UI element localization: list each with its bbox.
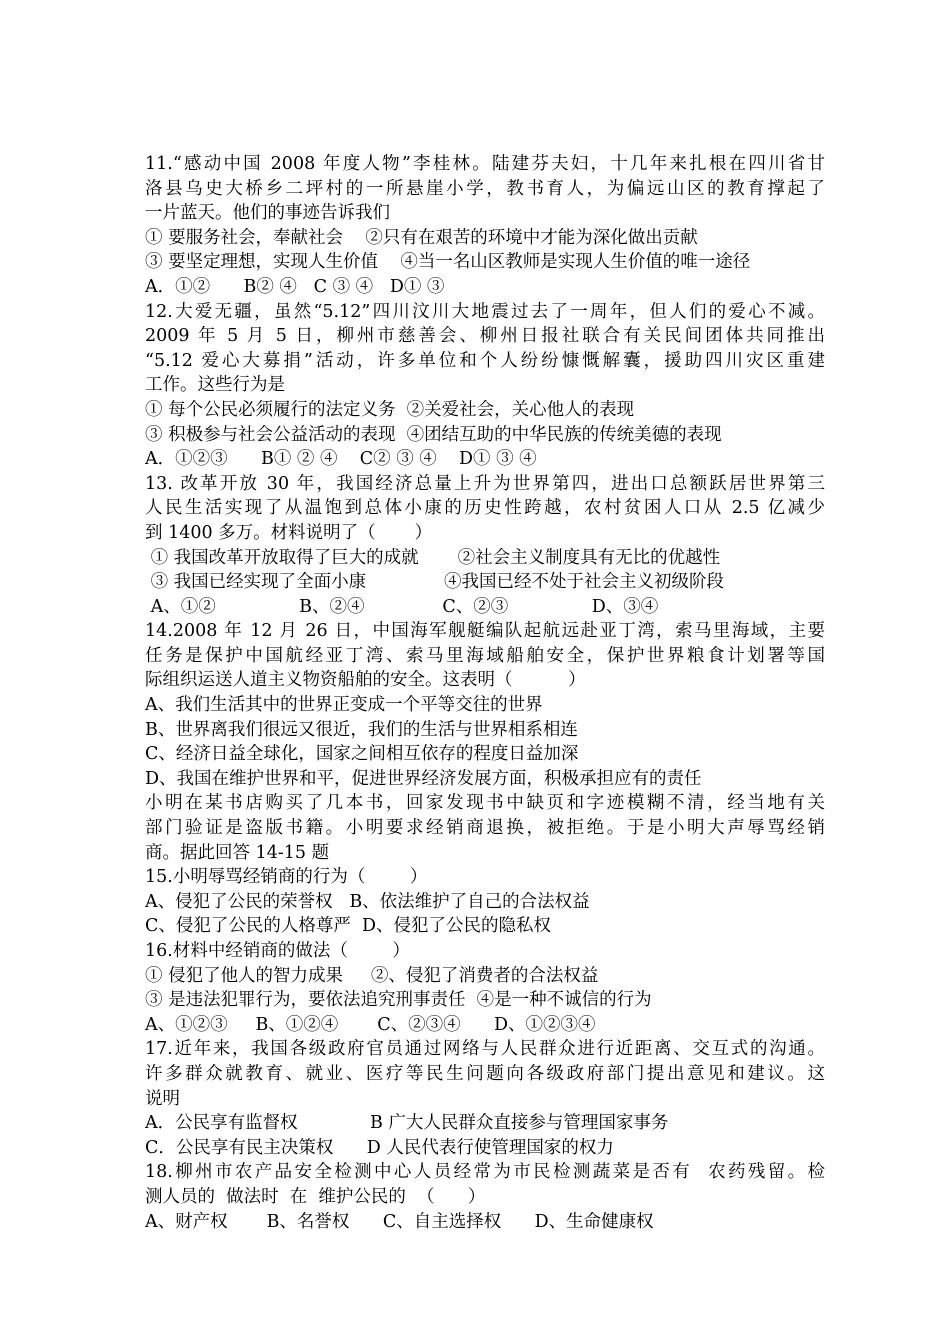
text-line: ③ 我国已经实现了全面小康 ④我国已经不处于社会主义初级阶段	[145, 572, 725, 593]
text-line: 测人员的 做法时 在 维护公民的 （ ）	[145, 1186, 486, 1207]
text-line: 14.2008 年 12 月 26 日，中国海军舰艇编队起航远赴亚丁湾，索马里海域，主要	[145, 621, 825, 642]
text-line: ① 每个公民必须履行的法定义务 ②关爱社会，关心他人的表现	[145, 399, 635, 420]
text-line: ③ 积极参与社会公益活动的表现 ④团结互助的中华民族的传统美德的表现	[145, 424, 722, 445]
text-line: 到 1400 多万。材料说明了（ ）	[145, 522, 433, 543]
text-line: 任务是保护中国航经亚丁湾、索马里海域船舶安全，保护世界粮食计划署等国	[145, 645, 825, 666]
text-line: 小明在某书店购买了几本书，回家发现书中缺页和字迹模糊不清，经当地有关	[145, 793, 825, 814]
text-line: A、我们生活其中的世界正变成一个平等交往的世界	[145, 695, 543, 716]
document-body	[145, 152, 825, 1234]
text-line: B、世界离我们很远又很近，我们的生活与世界相系相连	[145, 719, 578, 740]
text-line: C、经济日益全球化，国家之间相互依存的程度日益加深	[145, 744, 579, 765]
text-line: ① 我国改革开放取得了巨大的成就 ②社会主义制度具有无比的优越性	[145, 547, 721, 568]
text-line: ③ 是违法犯罪行为，要依法追究刑事责任 ④是一种不诚信的行为	[145, 990, 652, 1011]
text-line: A、①② B、②④ C、②③ D、③④	[145, 596, 659, 617]
text-line: ③ 要坚定理想，实现人生价值 ④当一名山区教师是实现人生价值的唯一途径	[145, 252, 751, 273]
text-line: D、我国在维护世界和平，促进世界经济发展方面，积极承担应有的责任	[145, 768, 702, 789]
text-line: A、侵犯了公民的荣誉权 B、依法维护了自己的合法权益	[145, 891, 590, 912]
text-line: A．①②③ B① ② ④ C② ③ ④ D① ③ ④	[145, 449, 537, 470]
text-line: 13. 改革开放 30 年，我国经济总量上升为世界第四，进出口总额跃居世界第三	[145, 473, 825, 494]
text-line: A、财产权 B、名誉权 C、自主选择权 D、生命健康权	[145, 1211, 654, 1232]
text-line: ① 侵犯了他人的智力成果 ②、侵犯了消费者的合法权益	[145, 965, 599, 986]
text-line: C．公民享有民主决策权 D 人民代表行使管理国家的权力	[145, 1137, 614, 1158]
text-line: A．①② B② ④ C ③ ④ D① ③	[145, 276, 445, 297]
text-line: 许多群众就教育、就业、医疗等民生问题向各级政府部门提出意见和建议。这	[145, 1063, 825, 1084]
text-line: 部门验证是盗版书籍。小明要求经销商退换，被拒绝。于是小明大声辱骂经销	[145, 818, 825, 839]
text-line: 17.近年来，我国各级政府官员通过网络与人民群众进行近距离、交互式的沟通。	[145, 1039, 825, 1060]
text-line: 洛县乌史大桥乡二坪村的一所悬崖小学，教书育人，为偏远山区的教育撑起了	[145, 178, 825, 199]
text-line: 12.大爱无疆，虽然“5.12”四川汶川大地震过去了一周年，但人们的爱心不减。	[145, 301, 825, 322]
text-line: 2009 年 5 月 5 日，柳州市慈善会、柳州日报社联合有关民间团体共同推出	[145, 326, 825, 347]
text-line: 一片蓝天。他们的事迹告诉我们	[145, 203, 390, 224]
text-line: 商。据此回答 14-15 题	[145, 842, 330, 863]
text-line: 人民生活实现了从温饱到总体小康的历史性跨越，农村贫困人口从 2.5 亿减少	[145, 498, 825, 519]
text-line: C、侵犯了公民的人格尊严 D、侵犯了公民的隐私权	[145, 916, 552, 937]
text-line: 说明	[145, 1088, 180, 1109]
text-line: 际组织运送人道主义物资船舶的安全。这表明（ ）	[145, 670, 586, 691]
text-line: A．公民享有监督权 B 广大人民群众直接参与管理国家事务	[145, 1113, 669, 1134]
text-line: 16.材料中经销商的做法（ ）	[145, 941, 410, 961]
text-line: 18.柳州市农产品安全检测中心人员经常为市民检测蔬菜是否有 农药残留。检	[145, 1162, 825, 1183]
text-line: ① 要服务社会，奉献社会 ②只有在艰苦的环境中才能为深化做出贡献	[145, 227, 698, 248]
text-line: 11.“感动中国 2008 年度人物”李桂林。陆建芬夫妇，十几年来扎根在四川省甘	[145, 154, 825, 174]
text-line: “5.12 爱心大募捐”活动，许多单位和个人纷纷慷慨解囊，援助四川灾区重建	[145, 350, 825, 371]
text-line: 工作。这些行为是	[145, 375, 285, 396]
text-line: A、①②③ B、①②④ C、②③④ D、①②③④	[145, 1014, 596, 1035]
text-line: 15.小明辱骂经销商的行为（ ）	[145, 867, 428, 888]
